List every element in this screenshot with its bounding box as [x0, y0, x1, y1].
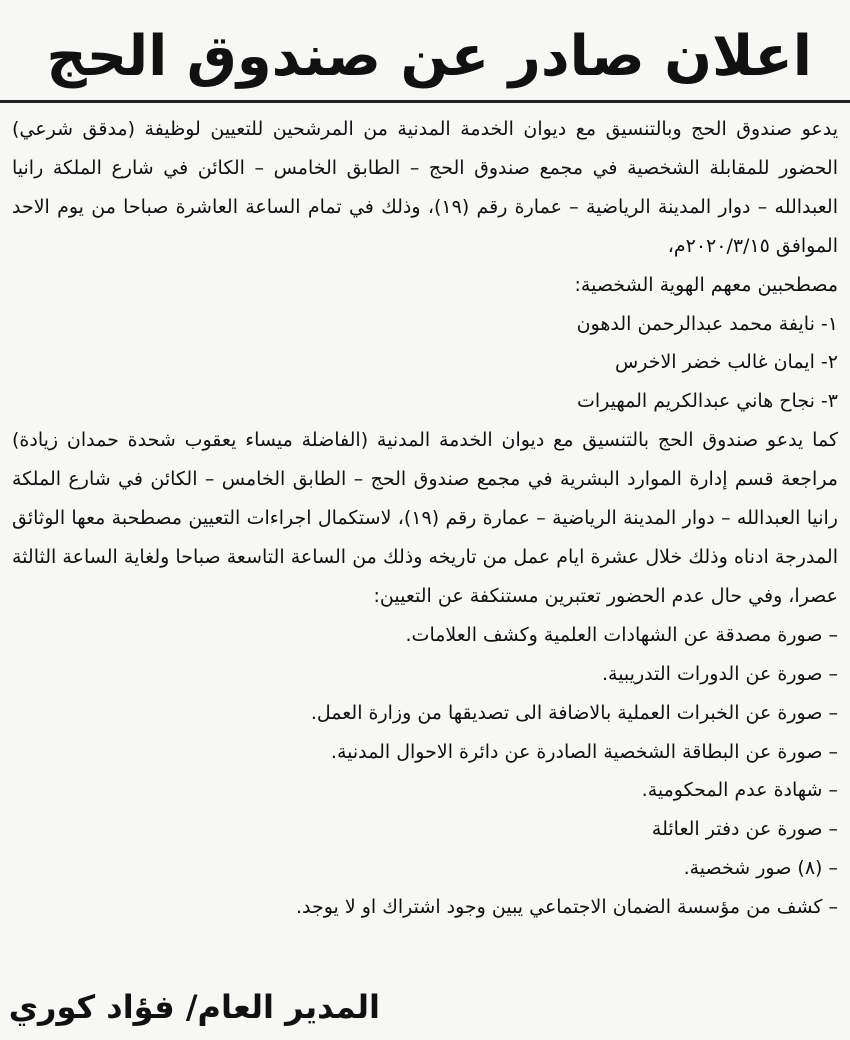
document-item: – صورة عن الدورات التدريبية. [601, 662, 838, 685]
title-divider [0, 100, 850, 103]
announcement-title: اعلان صادر عن صندوق الحج [46, 24, 812, 89]
document-item: – شهادة عدم المحكومية. [641, 779, 838, 802]
document-item: – (٨) صور شخصية. [683, 857, 838, 880]
document-item: – صورة عن البطاقة الشخصية الصادرة عن دائرة الاحوال المدنية. [330, 740, 838, 763]
candidate-item: ١- نايفة محمد عبدالرحمن الدهون [576, 312, 838, 335]
appointment-paragraph: كما يدعو صندوق الحج بالتنسيق مع ديوان الخدمة المدنية (الفاضلة ميساء يعقوب شحدة حمدان زيادة) مراجعة قسم إدارة الموارد البشرية في مجمع صندوق الحج – الطابق الخامس – الكائن في شارع الملكة رانيا العبدالله – دوار المدينة الرياضية – عمارة رقم (١٩)، لاستكمال اجراءات التعيين مصطحبة معها الوثائق المدرجة ادناه وذلك خلال عشرة ايام عمل من تاريخه وذلك من الساعة التاسعة صباحا ولغاية الساعة الثالثة عصرا، وفي حال عدم الحضور تعتبرين مستنكفة عن التعيين: [12, 429, 838, 607]
document-item: – صورة عن الخبرات العملية بالاضافة الى تصديقها من وزارة العمل. [310, 701, 838, 724]
signature-line: المدير العام/ فؤاد كوري [8, 988, 380, 1026]
candidate-item: ٣- نجاح هاني عبدالكريم المهيرات [577, 390, 838, 413]
id-note: مصطحبين معهم الهوية الشخصية: [574, 273, 838, 296]
announcement-body [12, 110, 838, 927]
document-item: – صورة عن دفتر العائلة [651, 818, 838, 841]
document-item: – كشف من مؤسسة الضمان الاجتماعي يبين وجود اشتراك او لا يوجد. [295, 896, 838, 919]
candidate-list [12, 305, 838, 422]
document-item: – صورة مصدقة عن الشهادات العلمية وكشف العلامات. [405, 623, 838, 646]
interview-paragraph: يدعو صندوق الحج وبالتنسيق مع ديوان الخدمة المدنية من المرشحين للتعيين لوظيفة (مدقق شرعي) الحضور للمقابلة الشخصية في مجمع صندوق الحج – الطابق الخامس – الكائن في شارع الملكة رانيا العبدالله – دوار المدينة الرياضية – عمارة رقم (١٩)، وذلك في تمام الساعة العاشرة صباحا من يوم الاحد الموافق ٢٠٢٠/٣/١٥م، [12, 118, 838, 257]
documents-list [12, 616, 838, 927]
candidate-item: ٢- ايمان غالب خضر الاخرس [615, 351, 838, 374]
